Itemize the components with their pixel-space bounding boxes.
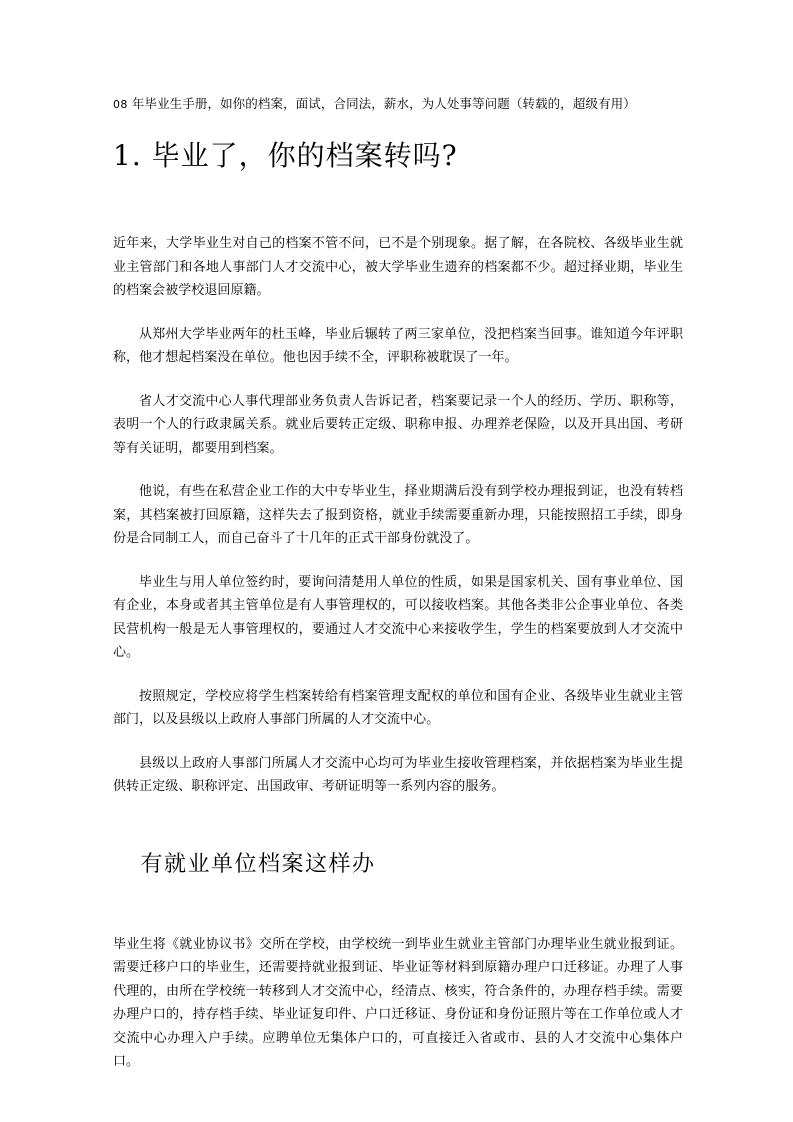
paragraph: 县级以上政府人事部门所属人才交流中心均可为毕业生接收管理档案，并依据档案为毕业生提供转正定级、职称评定、出国政审、考研证明等一系列内容的服务。 — [113, 755, 683, 794]
document-subtitle-text: 年毕业生手册，如你的档案，面试，合同法，薪水，为人处事等问题（转载的，超级有用） — [127, 96, 636, 111]
document-year-prefix: 08 — [113, 98, 128, 111]
paragraph: 毕业生与用人单位签约时，要询问清楚用人单位的性质，如果是国家机关、国有事业单位、国有企业，本身或者其主管单位是有人事管理权的，可以接收档案。其他各类非公企事业单位、各类民营机构一般是无人事管理权的，要通过人才交流中心来接收学生，学生的档案要放到人才交流中心。 — [113, 574, 683, 660]
paragraph: 他说，有些在私营企业工作的大中专毕业生，择业期满后没有到学校办理报到证，也没有转档案，其档案被打回原籍，这样失去了报到资格，就业手续需要重新办理，只能按照招工手续，即身份是合同制工人，而自己奋斗了十几年的正式干部身份就没了。 — [113, 484, 683, 546]
body-paragraphs — [113, 232, 683, 799]
paragraph: 从郑州大学毕业两年的杜玉峰，毕业后辗转了两三家单位，没把档案当回事。谁知道今年评职称，他才想起档案没在单位。他也因手续不全，评职称被耽误了一年。 — [113, 326, 683, 365]
section-heading: 有就业单位档案这样办 — [140, 851, 376, 877]
tail-paragraph-block — [113, 933, 683, 1074]
paragraph: 近年来，大学毕业生对自己的档案不管不问，已不是个别现象。据了解，在各院校、各级毕业生就业主管部门和各地人事部门人才交流中心，被大学毕业生遗弃的档案都不少。超过择业期，毕业生的档案会被学校退回原籍。 — [113, 236, 683, 298]
paragraph: 省人才交流中心人事代理部业务负责人告诉记者，档案要记录一个人的经历、学历、职称等，表明一个人的行政隶属关系。就业后要转正定级、职称申报、办理养老保险，以及开具出国、考研等有关证明，都要用到档案。 — [113, 393, 683, 456]
paragraph: 按照规定，学校应将学生档案转给有档案管理支配权的单位和国有企业、各级毕业生就业主管部门，以及县级以上政府人事部门所属的人才交流中心。 — [113, 688, 683, 727]
document-subtitle-line — [113, 95, 683, 114]
document-content — [113, 95, 683, 1074]
page-title: 1. 毕业了，你的档案转吗? — [113, 139, 458, 172]
paragraph: 毕业生将《就业协议书》交所在学校，由学校统一到毕业生就业主管部门办理毕业生就业报到证。需要迁移户口的毕业生，还需要持就业报到证、毕业证等材料到原籍办理户口迁移证。办理了人事代理的，由所在学校统一转移到人才交流中心，经清点、核实，符合条件的，办理存档手续。需要办理户口的，持存档手续、毕业证复印件、户口迁移证、身份证和身份证照片等在工作单位或人才交流中心办理入户手续。应聘单位无集体户口的，可直接迁入省或市、县的人才交流中心集体户口。 — [113, 936, 683, 1069]
